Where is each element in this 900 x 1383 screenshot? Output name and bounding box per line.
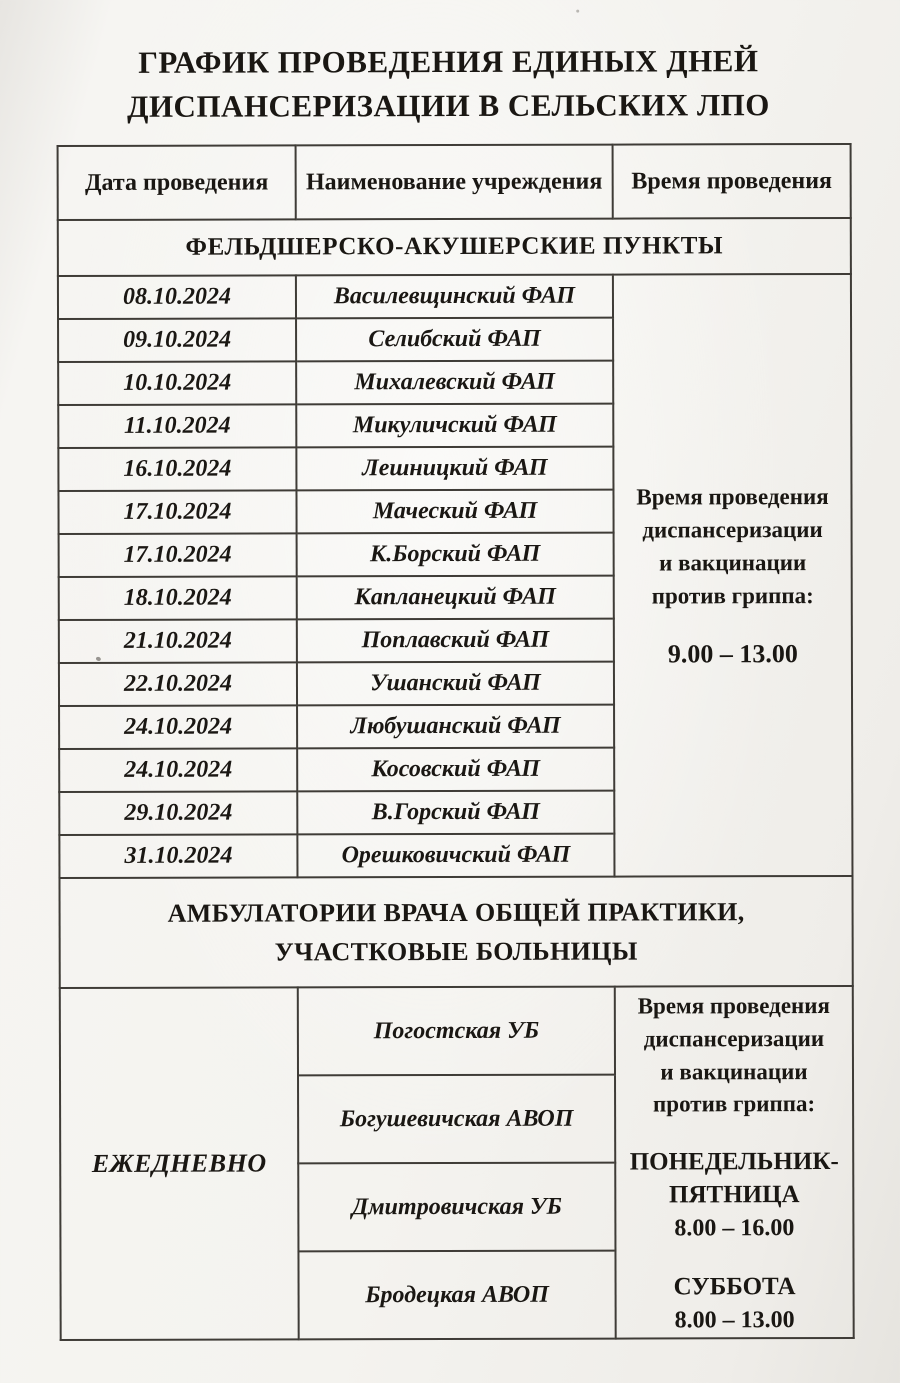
date-cell: 18.10.2024 — [59, 576, 297, 620]
date-cell: 22.10.2024 — [59, 662, 297, 706]
facility-cell: Селибский ФАП — [296, 318, 613, 362]
schedule-table — [57, 143, 855, 1341]
date-cell: 31.10.2024 — [59, 834, 297, 878]
table-row — [60, 986, 853, 1076]
date-cell: 17.10.2024 — [58, 490, 296, 534]
facility-cell: В.Горский ФАП — [297, 791, 614, 835]
section-row-avop — [59, 876, 852, 988]
time-note: Время проведения диспансеризации и вакцинации против гриппа: — [637, 992, 830, 1117]
facility-cell: Дмитровичская УБ — [298, 1163, 615, 1252]
saturday-label: СУББОТА — [673, 1273, 796, 1301]
time-note: Время проведения диспансеризации и вакцинации против гриппа: — [636, 484, 829, 609]
time-cell-avop — [615, 986, 854, 1339]
facility-cell: Ушанский ФАП — [297, 662, 614, 706]
header-row — [58, 144, 851, 220]
date-cell: 11.10.2024 — [58, 404, 296, 448]
section-title-avop: АМБУЛАТОРИИ ВРАЧА ОБЩЕЙ ПРАКТИКИ, УЧАСТКОВЫЕ БОЛЬНИЦЫ — [59, 876, 852, 988]
facility-cell: Орешковичский ФАП — [297, 834, 614, 878]
facility-cell: К.Борский ФАП — [297, 533, 614, 577]
time-cell-fap — [613, 274, 853, 877]
date-cell: 17.10.2024 — [59, 533, 297, 577]
date-cell: 24.10.2024 — [59, 705, 297, 749]
facility-cell: Капланецкий ФАП — [297, 576, 614, 620]
date-cell: 10.10.2024 — [58, 361, 296, 405]
facility-cell: Погостская УБ — [298, 987, 615, 1076]
weekdays-time: 8.00 – 16.00 — [674, 1215, 795, 1242]
facility-cell: Любушанский ФАП — [297, 705, 614, 749]
facility-cell: Бродецкая АВОП — [298, 1251, 615, 1340]
date-cell: 29.10.2024 — [59, 791, 297, 835]
date-cell: 08.10.2024 — [58, 275, 296, 319]
weekdays-label: ПОНЕДЕЛЬНИК- ПЯТНИЦА — [629, 1148, 839, 1209]
scan-speck — [576, 10, 579, 13]
date-cell: 16.10.2024 — [58, 447, 296, 491]
facility-cell: Лешницкий ФАП — [296, 447, 613, 491]
facility-cell: Василевщинский ФАП — [296, 275, 613, 319]
header-date: Дата проведения — [58, 145, 296, 220]
header-time: Время проведения — [613, 144, 851, 219]
header-facility: Наименование учреждения — [296, 145, 613, 220]
facility-cell: Богушевичская АВОП — [298, 1075, 615, 1164]
time-value: 9.00 – 13.00 — [667, 638, 798, 669]
table-row — [58, 274, 851, 319]
facility-cell: Поплавский ФАП — [297, 619, 614, 663]
date-cell: 21.10.2024 — [59, 619, 297, 663]
date-cell: 09.10.2024 — [58, 318, 296, 362]
facility-cell: Косовский ФАП — [297, 748, 614, 792]
saturday-time: 8.00 – 13.00 — [674, 1307, 795, 1334]
facility-cell: Микуличский ФАП — [296, 404, 613, 448]
section-row-fap — [58, 218, 851, 276]
schedule-label: ЕЖЕДНЕВНО — [60, 987, 299, 1340]
section-title-fap: ФЕЛЬДШЕРСКО-АКУШЕРСКИЕ ПУНКТЫ — [58, 218, 851, 276]
date-cell: 24.10.2024 — [59, 748, 297, 792]
facility-cell: Маческий ФАП — [296, 490, 613, 534]
page-title: ГРАФИК ПРОВЕДЕНИЯ ЕДИНЫХ ДНЕЙ ДИСПАНСЕРИЗАЦИИ В СЕЛЬСКИХ ЛПО — [127, 43, 770, 124]
facility-cell: Михалевский ФАП — [296, 361, 613, 405]
